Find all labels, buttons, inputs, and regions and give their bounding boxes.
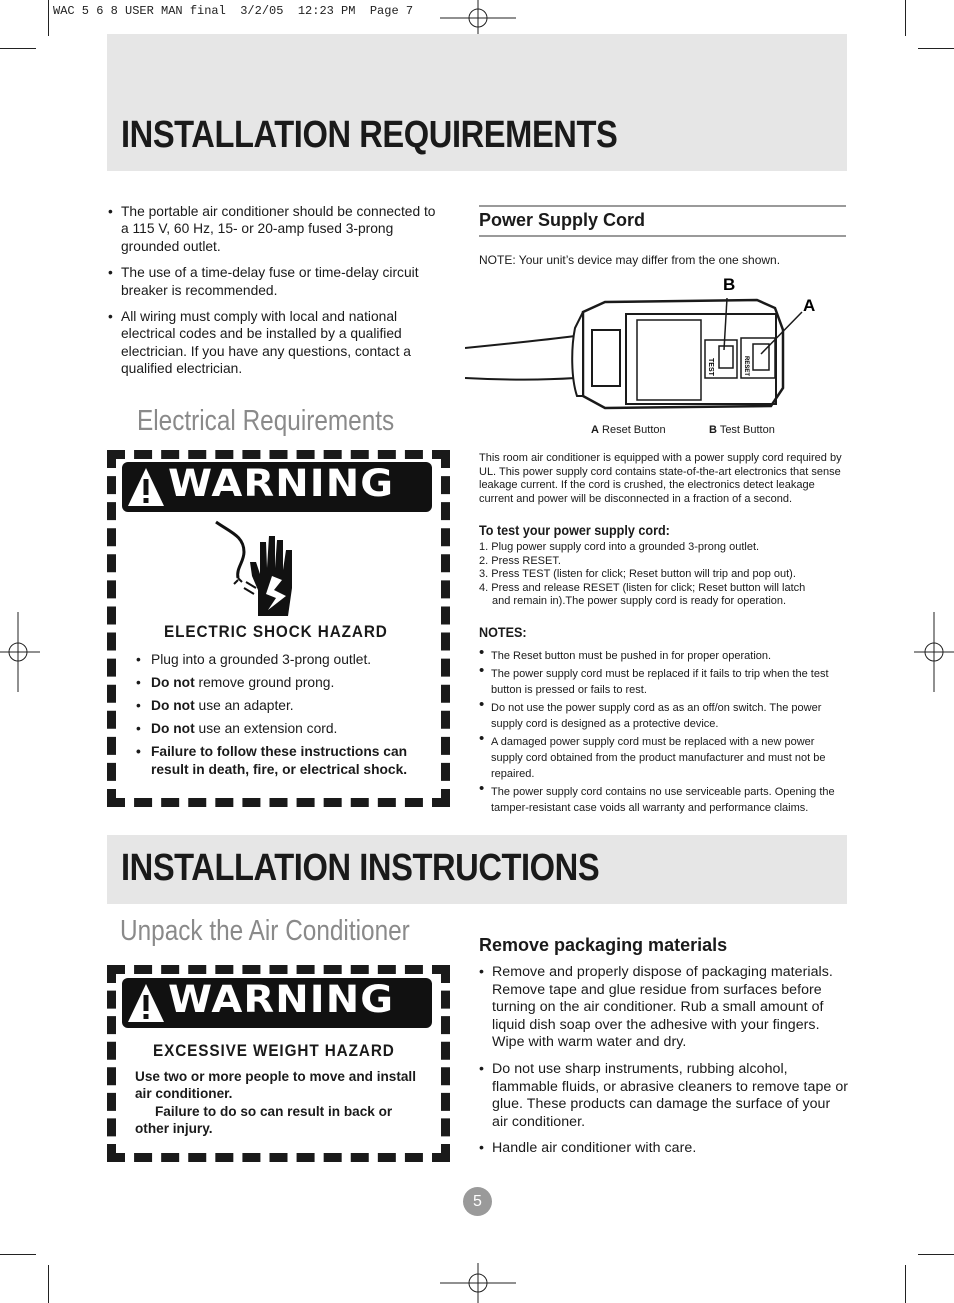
list-item: • Do not use an extension cord. xyxy=(136,721,338,737)
registration-mark-right xyxy=(914,612,954,692)
list-item: • All wiring must comply with local and national electrical codes and be installed by a qualified electrician. If you have any questions, contact a qualified electrician. xyxy=(108,308,446,378)
list-item: 4. Press and release RESET (listen for click; Reset button will latch xyxy=(479,581,806,594)
list-item: 3. Press TEST (listen for click; Reset button will trip and pop out). xyxy=(479,568,796,581)
warning-text: WARNING xyxy=(168,978,395,1021)
registration-mark-bottom xyxy=(440,1263,516,1303)
section-title: INSTALLATION INSTRUCTIONS xyxy=(121,847,600,889)
list-item: • Failure to follow these instructions can result in death, fire, or electrical shock. xyxy=(136,744,408,777)
test-steps xyxy=(479,541,847,609)
device-note: NOTE: Your unit’s device may differ from the one shown. xyxy=(479,253,781,267)
reset-engraving: RESET xyxy=(743,356,749,377)
requirements-banner xyxy=(107,34,847,171)
caption-reset-button: A Reset Button xyxy=(591,424,666,436)
list-item: • The Reset button must be pushed in for proper operation. xyxy=(479,648,845,664)
warning-label xyxy=(122,462,432,512)
divider xyxy=(479,235,846,237)
section-heading: Unpack the Air Conditioner xyxy=(120,915,410,947)
list-item: • Plug into a grounded 3-prong outlet. xyxy=(136,652,372,667)
registration-mark-left xyxy=(0,612,40,692)
power-cord-plug-diagram xyxy=(465,278,845,414)
warning-triangle-icon xyxy=(126,466,166,508)
callout-a: A xyxy=(803,296,816,315)
list-item: • Do not use an adapter. xyxy=(136,698,294,714)
section-heading: Power Supply Cord xyxy=(479,210,646,230)
callout-b: B xyxy=(723,278,736,294)
section-heading: Remove packaging materials xyxy=(479,935,728,955)
caption-test-button: B Test Button xyxy=(709,424,775,436)
list-item: • The power supply cord must be replaced if it fails to trip when the test button is pressed or fails to rest. xyxy=(479,666,845,698)
list-item: • Do not use sharp instruments, rubbing alcohol, flammable fluids, or abrasive cleaners to remove tape or glue. These products can damage the surface of your air conditioner. xyxy=(479,1061,849,1131)
section-heading: Electrical Requirements xyxy=(137,405,395,437)
list-item: • Remove and properly dispose of packaging materials. Remove tape and glue residue from surfaces before turning on the air conditioner. Rub a small amount of liquid dish soap over the adhesive with your fingers. Wipe with warm water and dry. xyxy=(479,964,849,1052)
page-title: INSTALLATION REQUIREMENTS xyxy=(121,114,618,156)
list-item: and remain in).The power supply cord is ready for operation. xyxy=(492,595,787,608)
hazard-title: EXCESSIVE WEIGHT HAZARD xyxy=(153,1041,395,1060)
weight-consequence: Failure to do so can result in back or other injury. xyxy=(135,1103,393,1137)
warning-triangle-icon xyxy=(126,982,166,1024)
print-slug: WAC 5 6 8 USER MAN final 3/2/05 12:23 PM Page 7 xyxy=(53,4,414,18)
weight-hazard-text xyxy=(135,1068,420,1138)
list-item: • The power supply cord contains no use serviceable parts. Opening the tamper-resistant case voids all warranty and performance claims. xyxy=(479,784,845,816)
electric-shock-hand-icon xyxy=(212,518,308,618)
notes-list xyxy=(479,648,845,818)
remove-packaging-list xyxy=(479,964,849,1158)
list-item: • The portable air conditioner should be connected to a 115 V, 60 Hz, 15- or 20-amp fused 3-prong grounded outlet. xyxy=(108,203,446,255)
weight-instruction: Use two or more people to move and install air conditioner. xyxy=(135,1069,416,1102)
notes-heading: NOTES: xyxy=(479,624,527,640)
requirements-list xyxy=(108,203,446,378)
warning-text: WARNING xyxy=(168,462,395,505)
shock-hazard-list xyxy=(136,651,428,779)
list-item: • Handle air conditioner with care. xyxy=(479,1140,849,1158)
hazard-title: ELECTRIC SHOCK HAZARD xyxy=(164,622,388,641)
power-cord-description: This room air conditioner is equipped with a power supply cord required by UL. This power supply cord contains state-of-the-art electronics that sense leakage current. If the cord is crushed, the electronics detect leakage current and power will be disconnected in a fraction of a second. xyxy=(479,452,842,505)
list-item: • Do not use the power supply cord as as an off/on switch. The power supply cord is designed as a protective device. xyxy=(479,700,845,732)
test-engraving: TEST xyxy=(707,358,714,376)
list-item: • A damaged power supply cord must be replaced with a new power supply cord obtained from the product manufacturer and must not be repaired. xyxy=(479,734,845,782)
list-item: 1. Plug power supply cord into a grounded 3-prong outlet. xyxy=(479,541,760,553)
instructions-banner xyxy=(107,835,847,904)
divider xyxy=(479,205,846,207)
list-item: • Do not remove ground prong. xyxy=(136,675,335,691)
page-number: 5 xyxy=(463,1187,492,1216)
list-item: • The use of a time-delay fuse or time-delay circuit breaker is recommended. xyxy=(108,264,446,299)
warning-label xyxy=(122,978,432,1028)
test-heading: To test your power supply cord: xyxy=(479,522,670,538)
list-item: 2. Press RESET. xyxy=(479,554,561,567)
